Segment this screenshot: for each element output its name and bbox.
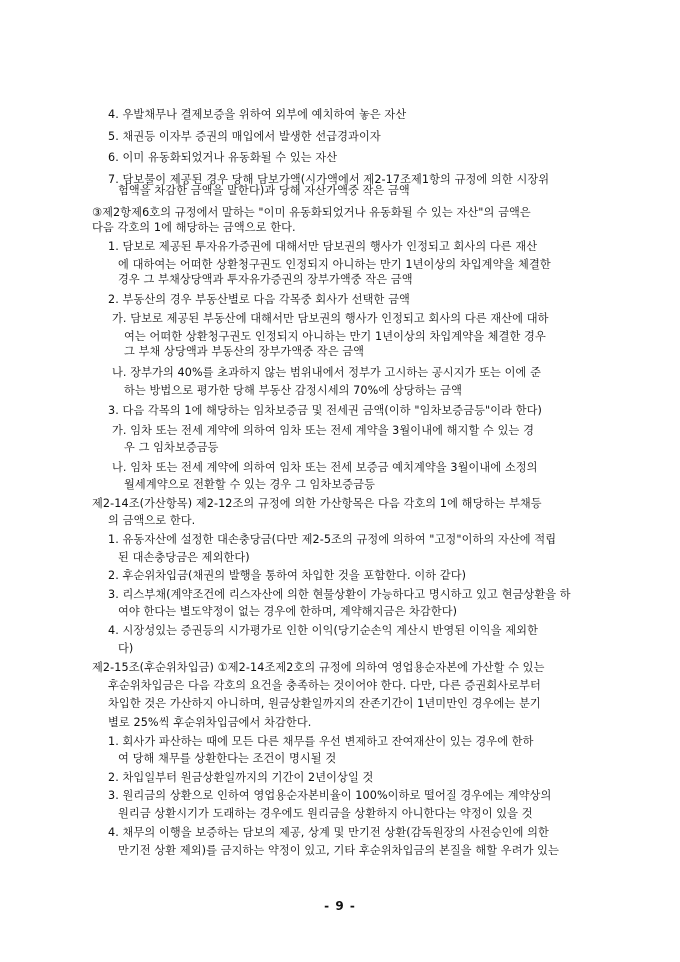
text-line: 의 금액으로 한다.: [108, 514, 196, 527]
text-line: 다): [118, 642, 134, 655]
text-line: 가. 임차 또는 전세 계약에 의하여 임차 또는 전세 계약을 3월이내에 해지할 수 있는 경: [112, 424, 534, 437]
text-line: 여 당해 채무를 상환한다는 조건이 명시될 것: [118, 752, 337, 765]
text-line: 후순위차입금은 다음 각호의 요건을 충족하는 것이어야 한다. 다만, 다른 증권회사로부터: [108, 679, 541, 692]
text-line: 6. 이미 유동화되었거나 유동화될 수 있는 자산: [108, 151, 338, 164]
text-line: 만기전 상환 제외)를 금지하는 약정이 있고, 기타 후순위차입금의 본질을 해할 우려가 있는: [118, 844, 559, 857]
text-line: 3. 다음 각목의 1에 해당하는 임차보증금 및 전세권 금액(이하 "임차보증금등"이라 한다): [108, 404, 543, 417]
text-line: 3. 리스부채(계약조건에 리스자산에 의한 현물상환이 가능하다고 명시하고 있고 현금상환을 하: [108, 588, 571, 601]
text-line: 험액을 차감한 금액을 말한다)과 당해 자산가액중 작은 금액: [118, 184, 410, 197]
text-line: 2. 부동산의 경우 부동산별로 다음 각목중 회사가 선택한 금액: [108, 293, 410, 306]
text-line: 월세계약으로 전환할 수 있는 경우 그 임차보증금등: [124, 478, 375, 491]
text-line: 1. 담보로 제공된 투자유가증권에 대해서만 담보권의 행사가 인정되고 회사의 다른 재산: [108, 240, 538, 253]
text-line: 1. 유동자산에 설정한 대손충당금(다만 제2-5조의 규정에 의하여 "고정"이하의 자산에 적립: [108, 533, 557, 546]
text-line: 2. 차입일부터 원금상환일까지의 기간이 2년이상일 것: [108, 771, 374, 784]
text-line: 5. 채권등 이자부 증권의 매입에서 발생한 선급경과이자: [108, 130, 381, 143]
text-line: 7. 담보물이 제공된 경우 당해 담보가액(시가액에서 제2-17조제1항의 규정에 의한 시장위: [108, 173, 550, 186]
page-number: - 9 -: [324, 899, 356, 913]
text-line: 우 그 임차보증금등: [124, 441, 219, 454]
text-line: 차입한 것은 가산하지 아니하며, 원금상환일까지의 잔존기간이 1년미만인 경우에는 분기: [108, 697, 541, 710]
text-line: 3. 원리금의 상환으로 인하여 영업용순자본비율이 100%이하로 떨어질 경우에는 계약상의: [108, 789, 552, 802]
text-line: 하는 방법으로 평가한 당해 부동산 감정시세의 70%에 상당하는 금액: [124, 384, 463, 397]
text-line: 그 부채 상당액과 부동산의 장부가액중 작은 금액: [124, 345, 365, 358]
text-line: 에 대하여는 어떠한 상환청구권도 인정되지 아니하는 만기 1년이상의 차입계약을 체결한: [118, 258, 551, 271]
text-line: 된 대손충당금은 제외한다): [118, 551, 250, 564]
text-line: 4. 채무의 이행을 보증하는 담보의 제공, 상계 및 만기전 상환(감독원장의 사전승인에 의한: [108, 826, 549, 839]
text-line: 여는 어떠한 상환청구권도 인정되지 아니하는 만기 1년이상의 차입계약을 체결한 경우: [124, 330, 546, 343]
text-line: 별로 25%씩 후순위차입금에서 차감한다.: [108, 716, 312, 729]
text-line: ③제2항제6호의 규정에서 말하는 "이미 유동화되었거나 유동화될 수 있는 자산"의 금액은: [92, 206, 531, 219]
text-line: 2. 후순위차입금(채권의 발행을 통하여 차입한 것을 포함한다. 이하 같다): [108, 569, 467, 582]
text-line: 나. 장부가의 40%를 초과하지 않는 범위내에서 정부가 고시하는 공시지가 또는 이에 준: [112, 366, 541, 379]
text-line: 4. 시장성있는 증권등의 시가평가로 인한 이익(당기순손익 계산시 반영된 이익을 제외한: [108, 624, 538, 637]
text-line: 제2-14조(가산항목) 제2-12조의 규정에 의한 가산항목은 다음 각호의 1에 해당하는 부채등: [92, 497, 542, 510]
text-line: 나. 임차 또는 전세 계약에 의하여 임차 또는 전세 보증금 예치계약을 3월이내에 소정의: [112, 461, 538, 474]
text-line: 경우 그 부채상당액과 투자유가증권의 장부가액중 작은 금액: [118, 273, 413, 286]
text-line: 여야 한다는 별도약정이 없는 경우에 한하며, 계약해지금은 차감한다): [118, 605, 458, 618]
text-line: 4. 우발채무나 결제보증을 위하여 외부에 예치하여 놓은 자산: [108, 108, 407, 121]
text-line: 제2-15조(후순위차입금) ①제2-14조제2호의 규정에 의하여 영업용순자본에 가산할 수 있는: [92, 661, 545, 674]
text-line: 원리금 상환시기가 도래하는 경우에도 원리금을 상환하지 아니한다는 약정이 있을 것: [118, 807, 533, 820]
text-line: 가. 담보로 제공된 부동산에 대해서만 담보권의 행사가 인정되고 회사의 다른 재산에 대하: [112, 312, 549, 325]
text-line: 1. 회사가 파산하는 때에 모든 다른 채무를 우선 변제하고 잔여재산이 있는 경우에 한하: [108, 735, 534, 748]
text-line: 다음 각호의 1에 해당하는 금액으로 한다.: [92, 221, 296, 234]
